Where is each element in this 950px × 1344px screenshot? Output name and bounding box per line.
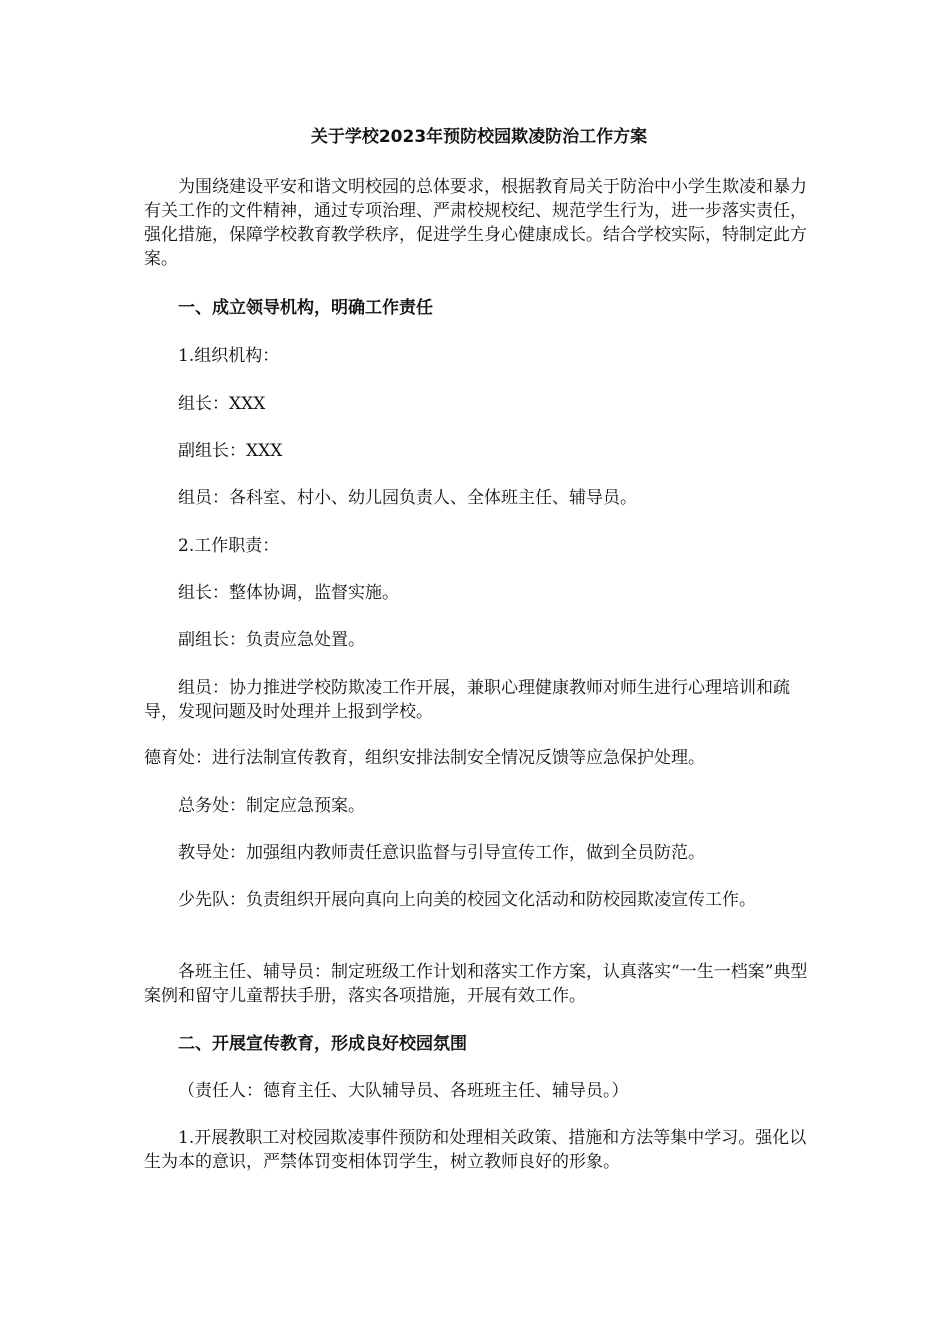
deputy-duty: 副组长：负责应急处置。 [178,630,365,650]
leader-duty: 组长：整体协调，监督实施。 [178,583,399,603]
member-duty: 组员：协力推进学校防欺凌工作开展，兼职心理健康教师对师生进行心理培训和疏导，发现问题及时处理并上报到学校。 [144,678,790,722]
document-title: 关于学校2023年预防校园欺凌防治工作方案 [310,127,648,147]
class-teachers-duty: 各班主任、辅导员：制定班级工作计划和落实工作方案，认真落实“一生一档案”典型案例和留守儿童帮扶手册，落实各项措施，开展有效工作。 [144,962,808,1006]
moral-office-duty: 德育处：进行法制宣传教育，组织安排法制安全情况反馈等应急保护处理。 [144,748,705,768]
members-line: 组员：各科室、村小、幼儿园负责人、全体班主任、辅导员。 [178,488,637,508]
responsible-persons: （责任人：德育主任、大队辅导员、各班班主任、辅导员。） [178,1081,629,1101]
teaching-office-duty: 教导处：加强组内教师责任意识监督与引导宣传工作，做到全员防范。 [178,843,705,863]
leader-line: 组长：XXX [178,394,266,414]
young-pioneers-duty: 少先队：负责组织开展向真向上向美的校园文化活动和防校园欺凌宣传工作。 [178,890,756,910]
section-2-item-1: 1.开展教职工对校园欺凌事件预防和处理相关政策、措施和方法等集中学习。强化以生为本的意识，严禁体罚变相体罚学生，树立教师良好的形象。 [144,1128,807,1172]
deputy-leader-line: 副组长：XXX [178,441,283,461]
intro-paragraph: 为围绕建设平安和谐文明校园的总体要求，根据教育局关于防治中小学生欺凌和暴力有关工作的文件精神，通过专项治理、严肃校规校纪、规范学生行为，进一步落实责任，强化措施，保障学校教育教学秩序，促进学生身心健康成长。结合学校实际，特制定此方案。 [144,177,807,269]
section-2-heading: 二、开展宣传教育，形成良好校园氛围 [178,1034,467,1054]
org-structure-label: 1.组织机构： [178,346,280,366]
general-office-duty: 总务处：制定应急预案。 [178,796,365,816]
duties-label: 2.工作职责： [178,536,280,556]
section-1-heading: 一、成立领导机构，明确工作责任 [178,298,433,318]
